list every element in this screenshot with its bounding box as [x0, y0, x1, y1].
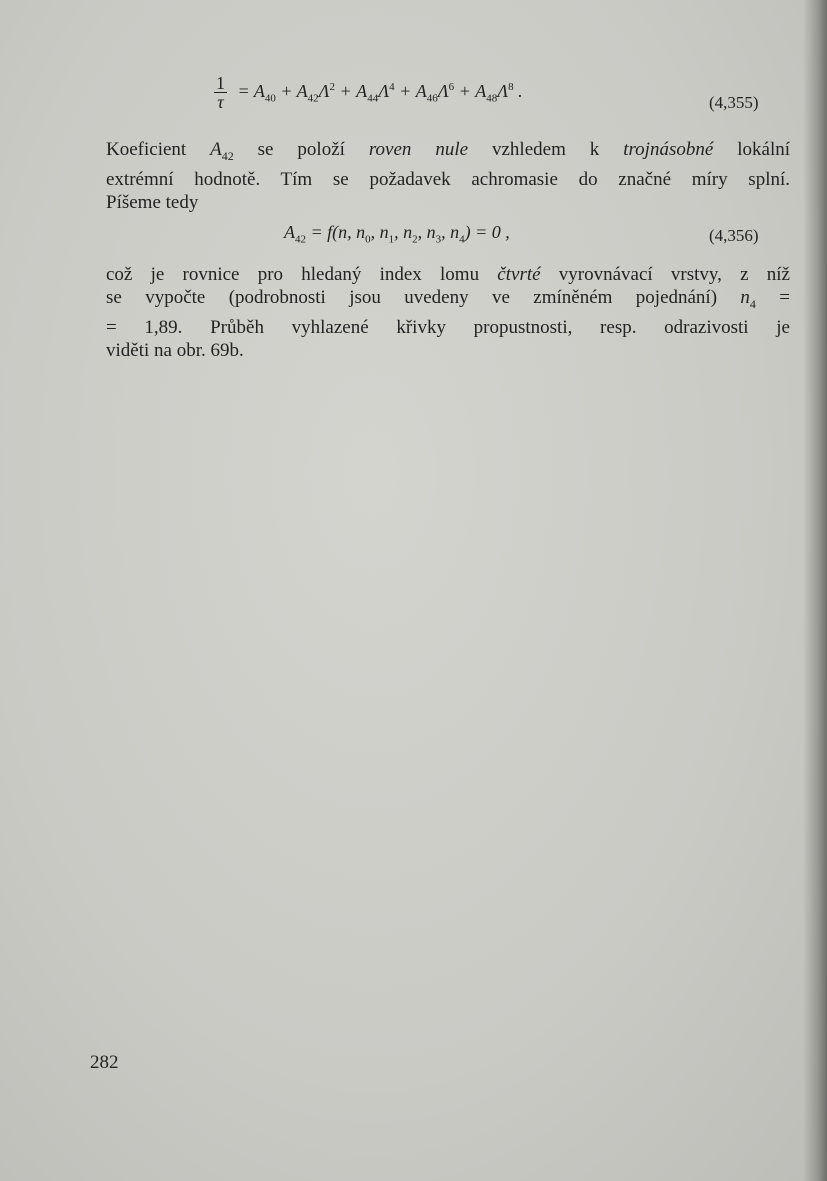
equation-4-356 [284, 222, 510, 246]
paragraph-1-line-2: extrémní hodnotě. Tím se požadavek achromasie do značné míry splní. [106, 168, 790, 190]
paragraph-1-line-3: Píšeme tedy [106, 191, 199, 213]
paragraph-1 [106, 138, 790, 214]
page-edge-shadow [803, 0, 827, 1181]
paragraph-2-line-3: = 1,89. Průběh vyhlazené křivky propustnosti, resp. odrazivosti je [106, 316, 790, 338]
fraction [214, 74, 227, 111]
equation-rhs: = $A_{40} + A_{42}\Lambda^2 + A_{44}\Lambda^4 + A_{46}\Lambda^6 + A_{48}\Lambda^8$ . [237, 80, 523, 105]
paragraph-2-line-2: se vypočte (podrobnosti jsou uvedeny ve zmíněném pojednání) $n_4$ = [106, 287, 791, 311]
fraction-numerator: 1 [216, 73, 225, 93]
paragraph-2-line-1: což je rovnice pro hledaný index lomu čtvrté vyrovnávací vrstvy, z níž [106, 264, 790, 285]
fraction-denominator: τ [217, 92, 224, 112]
equation-number-4-356: (4,356) [709, 226, 759, 245]
paragraph-2 [106, 263, 790, 362]
equation-number-4-355: (4,355) [709, 93, 759, 112]
page-number: 282 [90, 1052, 119, 1073]
equation-4-355 [214, 74, 523, 111]
equation-4-356-body: $A_{42} = f(n$, $n_0$, $n_1$, $n_2$, $n_3$, $n_4) = 0$ , [284, 222, 510, 246]
paragraph-1-line-1: Koeficient $A_{42}$ se položí roven nule vzhledem k trojnásobné lokální [106, 139, 790, 163]
paragraph-2-line-4: viděti na obr. 69b. [106, 339, 244, 361]
